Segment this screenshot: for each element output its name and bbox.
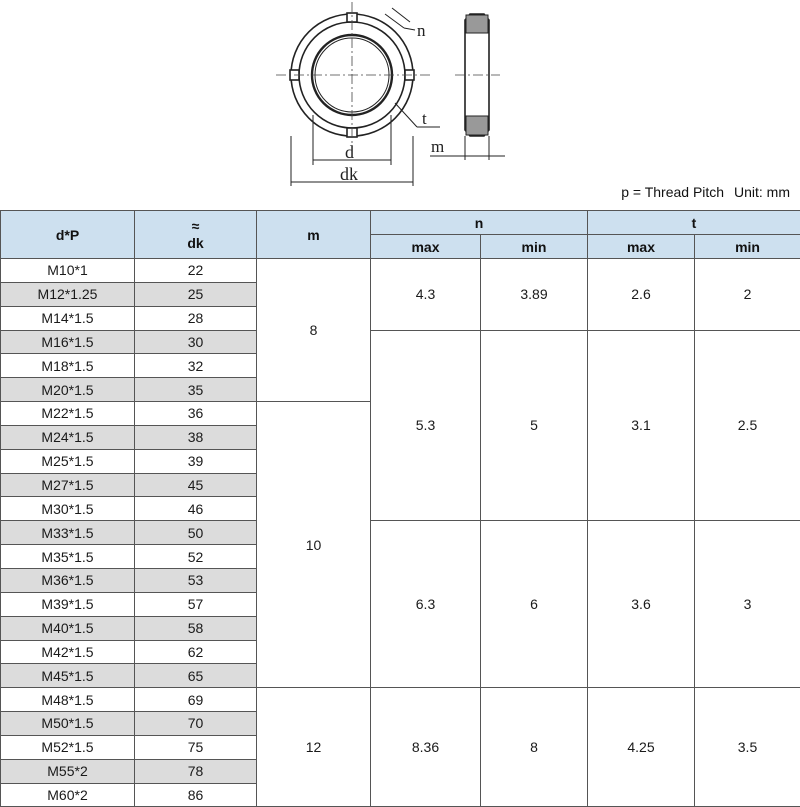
cell-dp: M35*1.5 <box>1 545 135 569</box>
cell-dp: M25*1.5 <box>1 449 135 473</box>
header-dk <box>135 211 257 259</box>
cell-dk: 58 <box>135 616 257 640</box>
cell-dk: 53 <box>135 568 257 592</box>
cell-dp: M10*1 <box>1 259 135 283</box>
cell-dp: M48*1.5 <box>1 688 135 712</box>
label-dk: dk <box>340 164 358 184</box>
cell-t-min: 2.5 <box>695 330 800 521</box>
cell-t-max: 2.6 <box>588 259 695 331</box>
cell-dk: 46 <box>135 497 257 521</box>
header-m: m <box>257 211 371 259</box>
cell-t-min: 2 <box>695 259 800 331</box>
cell-dk: 28 <box>135 306 257 330</box>
technical-drawing <box>0 0 800 190</box>
header-dk-label: dk <box>135 235 256 252</box>
cell-dk: 45 <box>135 473 257 497</box>
header-t-max: max <box>588 235 695 259</box>
cell-n-min: 5 <box>481 330 588 521</box>
cell-dk: 86 <box>135 783 257 807</box>
cell-n-min: 8 <box>481 688 588 807</box>
cell-n-max: 5.3 <box>371 330 481 521</box>
cell-m: 8 <box>257 259 371 402</box>
thread-pitch-note: p = Thread Pitch <box>621 184 724 200</box>
cell-n-max: 4.3 <box>371 259 481 331</box>
cell-dp: M45*1.5 <box>1 664 135 688</box>
header-n-max: max <box>371 235 481 259</box>
table-row <box>1 688 800 712</box>
spec-table <box>0 210 800 807</box>
label-t: t <box>422 109 427 128</box>
cell-dk: 39 <box>135 449 257 473</box>
cell-n-max: 8.36 <box>371 688 481 807</box>
header-t-min: min <box>695 235 800 259</box>
cell-dp: M16*1.5 <box>1 330 135 354</box>
cell-dk: 35 <box>135 378 257 402</box>
cell-t-min: 3 <box>695 521 800 688</box>
cell-m: 10 <box>257 402 371 688</box>
cell-dk: 70 <box>135 712 257 736</box>
cell-dp: M55*2 <box>1 759 135 783</box>
cell-dp: M18*1.5 <box>1 354 135 378</box>
cell-dk: 25 <box>135 282 257 306</box>
cell-t-min: 3.5 <box>695 688 800 807</box>
cell-dk: 36 <box>135 402 257 426</box>
table-body <box>1 259 800 807</box>
cell-dk: 65 <box>135 664 257 688</box>
cell-dp: M50*1.5 <box>1 712 135 736</box>
cell-dp: M42*1.5 <box>1 640 135 664</box>
unit-note: Unit: mm <box>734 184 790 200</box>
header-dp: d*P <box>1 211 135 259</box>
cell-dp: M22*1.5 <box>1 402 135 426</box>
cell-dk: 22 <box>135 259 257 283</box>
header-n: n <box>371 211 588 235</box>
label-d: d <box>345 142 354 162</box>
cell-n-min: 6 <box>481 521 588 688</box>
header-approx: ≈ <box>135 218 256 235</box>
cell-dk: 75 <box>135 735 257 759</box>
cell-dk: 38 <box>135 425 257 449</box>
cell-dp: M33*1.5 <box>1 521 135 545</box>
caption <box>615 184 790 200</box>
cell-dp: M27*1.5 <box>1 473 135 497</box>
cell-dk: 78 <box>135 759 257 783</box>
cell-dp: M60*2 <box>1 783 135 807</box>
cell-dp: M12*1.25 <box>1 282 135 306</box>
cell-dp: M20*1.5 <box>1 378 135 402</box>
cell-dk: 52 <box>135 545 257 569</box>
cell-dk: 50 <box>135 521 257 545</box>
cell-m: 12 <box>257 688 371 807</box>
header-n-min: min <box>481 235 588 259</box>
cell-dk: 69 <box>135 688 257 712</box>
cell-dk: 32 <box>135 354 257 378</box>
label-n: n <box>417 21 426 40</box>
table-row <box>1 330 800 354</box>
table-row <box>1 521 800 545</box>
header-t: t <box>588 211 800 235</box>
cell-dp: M14*1.5 <box>1 306 135 330</box>
label-m: m <box>431 137 444 156</box>
table-row <box>1 259 800 283</box>
cell-dk: 30 <box>135 330 257 354</box>
cell-dp: M36*1.5 <box>1 568 135 592</box>
cell-dp: M52*1.5 <box>1 735 135 759</box>
cell-dp: M39*1.5 <box>1 592 135 616</box>
cell-dp: M24*1.5 <box>1 425 135 449</box>
cell-n-min: 3.89 <box>481 259 588 331</box>
cell-dp: M30*1.5 <box>1 497 135 521</box>
cell-t-max: 3.1 <box>588 330 695 521</box>
cell-t-max: 4.25 <box>588 688 695 807</box>
cell-t-max: 3.6 <box>588 521 695 688</box>
cell-dk: 62 <box>135 640 257 664</box>
cell-dp: M40*1.5 <box>1 616 135 640</box>
cell-n-max: 6.3 <box>371 521 481 688</box>
cell-dk: 57 <box>135 592 257 616</box>
